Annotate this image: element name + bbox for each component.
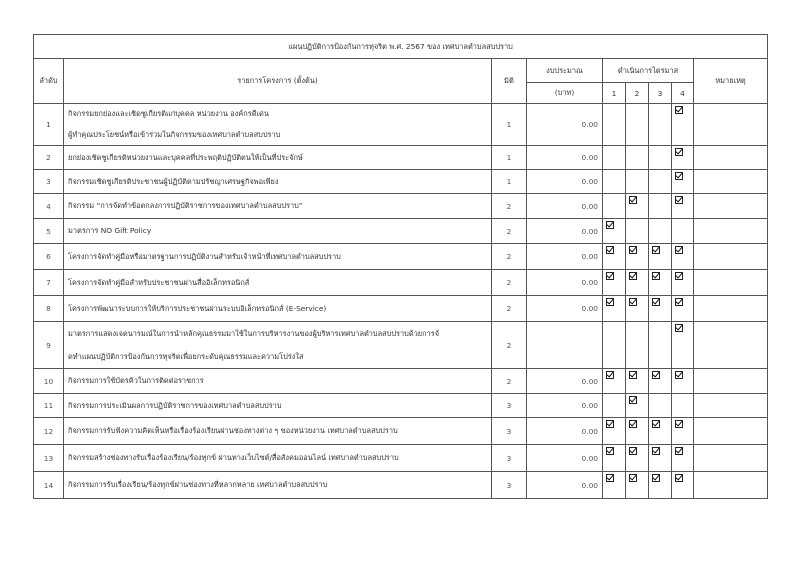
table-row — [34, 369, 768, 394]
remark-cell — [694, 270, 768, 296]
checkbox-checked-icon — [629, 474, 637, 482]
table-row — [34, 296, 768, 322]
checkbox-checked-icon — [652, 474, 660, 482]
budget-value: 0.00 — [527, 418, 603, 445]
header-q4: 4 — [672, 83, 694, 104]
checkbox-checked-icon — [675, 172, 683, 180]
header-remark: หมายเหตุ — [694, 59, 768, 104]
dimension-value: 2 — [492, 244, 527, 270]
project-name-line1: มาตรการ NO Gift Policy — [68, 226, 152, 235]
table-row — [34, 445, 768, 472]
row-number: 10 — [34, 369, 64, 394]
project-name — [64, 322, 492, 369]
quarter-2-cell — [626, 445, 649, 472]
project-name — [64, 445, 492, 472]
table-row — [34, 322, 768, 369]
remark-cell — [694, 194, 768, 219]
table-row — [34, 244, 768, 270]
project-name-line1: กิจกรรมยกย่องและเชิดชูเกียรติแก่บุคคล หน่วยงาน องค์กรดีเด่น — [68, 109, 269, 118]
quarter-4-cell — [672, 445, 694, 472]
quarter-2-cell — [626, 472, 649, 499]
budget-value: 0.00 — [527, 445, 603, 472]
project-name-line1: กิจกรรมการใช้บัตรคิวในการติดต่อราชการ — [68, 376, 204, 385]
budget-value: 0.00 — [527, 472, 603, 499]
project-name-line1: กิจกรรมการรับเรื่องเรียน/ร้องทุกข์ผ่านช่องทางที่หลากหลาย เทศบาลตำบลสบปราบ — [68, 480, 328, 489]
quarter-3-cell — [649, 296, 672, 322]
checkbox-checked-icon — [675, 246, 683, 254]
project-name — [64, 146, 492, 170]
header-dimension: มิติ — [492, 59, 527, 104]
budget-value — [527, 322, 603, 369]
header-budget: งบประมาณ — [527, 59, 603, 83]
remark-cell — [694, 322, 768, 369]
quarter-3-cell — [649, 170, 672, 194]
project-name — [64, 296, 492, 322]
project-name-line1: โครงการจัดทำคู่มือหรือมาตรฐานการปฏิบัติงานสำหรับเจ้าหน้าที่เทศบาลตำบลสบปราบ — [68, 252, 341, 261]
header-projects: รายการโครงการ (ตั้งต้น) — [64, 59, 492, 104]
checkbox-checked-icon — [675, 272, 683, 280]
project-name — [64, 170, 492, 194]
checkbox-checked-icon — [606, 298, 614, 306]
quarter-3-cell — [649, 322, 672, 369]
quarter-4-cell — [672, 394, 694, 418]
remark-cell — [694, 445, 768, 472]
table-row — [34, 418, 768, 445]
checkbox-checked-icon — [675, 447, 683, 455]
quarter-1-cell — [603, 170, 626, 194]
project-name-line1: กิจกรรมสร้างช่องทางรับเรื่องร้องเรียน/ร้องทุกข์ ผ่านทางเว็บไซต์/สื่อสังคมออนไลน์ เทศบาลตำบลสบปราบ — [68, 453, 399, 462]
table-row — [34, 219, 768, 244]
quarter-4-cell — [672, 369, 694, 394]
remark-cell — [694, 394, 768, 418]
checkbox-checked-icon — [606, 272, 614, 280]
quarter-3-cell — [649, 194, 672, 219]
remark-cell — [694, 244, 768, 270]
quarter-2-cell — [626, 194, 649, 219]
remark-cell — [694, 146, 768, 170]
checkbox-checked-icon — [629, 447, 637, 455]
project-name-line1: กิจกรรม “การจัดทำข้อตกลงการปฏิบัติราชการของเทศบาลตำบลสบปราบ” — [68, 201, 303, 210]
quarter-1-cell — [603, 244, 626, 270]
checkbox-checked-icon — [675, 324, 683, 332]
quarter-1-cell — [603, 472, 626, 499]
header-q2: 2 — [626, 83, 649, 104]
quarter-3-cell — [649, 270, 672, 296]
quarter-2-cell — [626, 369, 649, 394]
quarter-2-cell — [626, 418, 649, 445]
quarter-1-cell — [603, 104, 626, 146]
quarter-2-cell — [626, 394, 649, 418]
checkbox-checked-icon — [675, 106, 683, 114]
quarter-3-cell — [649, 146, 672, 170]
project-name — [64, 270, 492, 296]
remark-cell — [694, 104, 768, 146]
dimension-value: 3 — [492, 418, 527, 445]
checkbox-checked-icon — [675, 474, 683, 482]
checkbox-checked-icon — [629, 396, 637, 404]
quarter-4-cell — [672, 270, 694, 296]
dimension-value: 2 — [492, 270, 527, 296]
project-name — [64, 219, 492, 244]
dimension-value: 1 — [492, 104, 527, 146]
row-number: 2 — [34, 146, 64, 170]
quarter-4-cell — [672, 296, 694, 322]
row-number: 8 — [34, 296, 64, 322]
budget-value: 0.00 — [527, 194, 603, 219]
remark-cell — [694, 418, 768, 445]
quarter-1-cell — [603, 445, 626, 472]
checkbox-checked-icon — [606, 371, 614, 379]
quarter-2-cell — [626, 104, 649, 146]
quarter-1-cell — [603, 369, 626, 394]
checkbox-checked-icon — [652, 371, 660, 379]
table-title: แผนปฏิบัติการป้องกันการทุจริต พ.ศ. 2567 ของ เทศบาลตำบลสบปราบ — [34, 35, 768, 59]
budget-value: 0.00 — [527, 296, 603, 322]
quarter-1-cell — [603, 296, 626, 322]
budget-value: 0.00 — [527, 394, 603, 418]
remark-cell — [694, 472, 768, 499]
table-row — [34, 472, 768, 499]
quarter-1-cell — [603, 394, 626, 418]
checkbox-checked-icon — [629, 196, 637, 204]
quarter-2-cell — [626, 322, 649, 369]
quarter-2-cell — [626, 296, 649, 322]
quarter-3-cell — [649, 104, 672, 146]
dimension-value: 2 — [492, 369, 527, 394]
table-row — [34, 270, 768, 296]
quarter-1-cell — [603, 219, 626, 244]
quarter-2-cell — [626, 146, 649, 170]
project-name — [64, 418, 492, 445]
header-q3: 3 — [649, 83, 672, 104]
dimension-value: 3 — [492, 472, 527, 499]
checkbox-checked-icon — [652, 447, 660, 455]
dimension-value: 2 — [492, 296, 527, 322]
row-number: 6 — [34, 244, 64, 270]
project-name — [64, 472, 492, 499]
checkbox-checked-icon — [606, 474, 614, 482]
quarter-3-cell — [649, 394, 672, 418]
checkbox-checked-icon — [629, 246, 637, 254]
budget-value: 0.00 — [527, 146, 603, 170]
checkbox-checked-icon — [606, 447, 614, 455]
checkbox-checked-icon — [652, 420, 660, 428]
project-name-line1: กิจกรรมเชิดชูเกียรติประชาชนผู้ปฏิบัติตามปรัชญาเศรษฐกิจพอเพียง — [68, 177, 279, 186]
quarter-3-cell — [649, 418, 672, 445]
budget-value: 0.00 — [527, 270, 603, 296]
checkbox-checked-icon — [606, 221, 614, 229]
quarter-3-cell — [649, 219, 672, 244]
budget-value: 0.00 — [527, 219, 603, 244]
quarter-1-cell — [603, 322, 626, 369]
budget-value: 0.00 — [527, 244, 603, 270]
quarter-2-cell — [626, 270, 649, 296]
anti-corruption-plan-table — [33, 34, 768, 499]
checkbox-checked-icon — [675, 148, 683, 156]
project-name-line1: กิจกรรมการประเมินผลการปฏิบัติราชการของเทศบาลตำบลสบปราบ — [68, 401, 282, 410]
checkbox-checked-icon — [629, 420, 637, 428]
remark-cell — [694, 219, 768, 244]
quarter-4-cell — [672, 219, 694, 244]
checkbox-checked-icon — [606, 246, 614, 254]
dimension-value: 1 — [492, 170, 527, 194]
project-name-line1: โครงการจัดทำคู่มือสำหรับประชาชนผ่านสื่ออิเล็กทรอนิกส์ — [68, 278, 250, 287]
table-body — [34, 104, 768, 499]
checkbox-checked-icon — [652, 246, 660, 254]
quarter-2-cell — [626, 170, 649, 194]
dimension-value: 3 — [492, 445, 527, 472]
project-name-line1: โครงการพัฒนาระบบการให้บริการประชาชนผ่านระบบอิเล็กทรอนิกส์ (E-Service) — [68, 304, 327, 313]
project-name-line1: มาตรการแสดงเจตนารมณ์ในการนำหลักคุณธรรมมาใช้ในการบริหารงานของผู้บริหารเทศบาลตำบลสบปราบด้วยการจั — [68, 329, 440, 338]
dimension-value: 3 — [492, 394, 527, 418]
checkbox-checked-icon — [629, 371, 637, 379]
project-name-line1: ยกย่องเชิดชูเกียรติหน่วยงานและบุคคลที่ประพฤติปฏิบัติตนให้เป็นที่ประจักษ์ — [68, 153, 303, 162]
row-number: 3 — [34, 170, 64, 194]
quarter-1-cell — [603, 418, 626, 445]
remark-cell — [694, 296, 768, 322]
project-name-line2: ดทำแผนปฏิบัติการป้องกันการทุจริตเพื่อยกระดับคุณธรรมและความโปร่งใส — [68, 352, 304, 361]
project-name — [64, 194, 492, 219]
table-row — [34, 104, 768, 146]
table-row — [34, 194, 768, 219]
quarter-4-cell — [672, 244, 694, 270]
budget-value: 0.00 — [527, 104, 603, 146]
quarter-1-cell — [603, 146, 626, 170]
project-name — [64, 369, 492, 394]
row-number: 12 — [34, 418, 64, 445]
table-row — [34, 170, 768, 194]
dimension-value: 2 — [492, 322, 527, 369]
header-q1: 1 — [603, 83, 626, 104]
table-row — [34, 146, 768, 170]
checkbox-checked-icon — [629, 298, 637, 306]
row-number: 9 — [34, 322, 64, 369]
checkbox-checked-icon — [629, 272, 637, 280]
quarter-4-cell — [672, 146, 694, 170]
row-number: 5 — [34, 219, 64, 244]
quarter-1-cell — [603, 270, 626, 296]
project-name — [64, 394, 492, 418]
quarter-4-cell — [672, 170, 694, 194]
budget-value: 0.00 — [527, 369, 603, 394]
project-name-line1: กิจกรรมการรับฟังความคิดเห็นหรือเรื่องร้องเรียนผ่านช่องทางต่าง ๆ ของหน่วยงาน เทศบาลตำบลสบปราบ — [68, 426, 398, 435]
project-name — [64, 244, 492, 270]
quarter-3-cell — [649, 369, 672, 394]
checkbox-checked-icon — [675, 298, 683, 306]
remark-cell — [694, 170, 768, 194]
quarter-4-cell — [672, 104, 694, 146]
quarter-1-cell — [603, 194, 626, 219]
quarter-4-cell — [672, 194, 694, 219]
quarter-3-cell — [649, 445, 672, 472]
dimension-value: 1 — [492, 146, 527, 170]
remark-cell — [694, 369, 768, 394]
dimension-value: 2 — [492, 194, 527, 219]
row-number: 1 — [34, 104, 64, 146]
row-number: 11 — [34, 394, 64, 418]
quarter-2-cell — [626, 244, 649, 270]
quarter-4-cell — [672, 418, 694, 445]
row-number: 13 — [34, 445, 64, 472]
project-name — [64, 104, 492, 146]
checkbox-checked-icon — [675, 196, 683, 204]
quarter-4-cell — [672, 472, 694, 499]
quarter-3-cell — [649, 244, 672, 270]
row-number: 14 — [34, 472, 64, 499]
header-no: ลำดับ — [34, 59, 64, 104]
project-name-line2: ผู้ทำคุณประโยชน์หรือเข้าร่วมในกิจกรรมของเทศบาลตำบลสบปราบ — [68, 129, 281, 139]
checkbox-checked-icon — [652, 298, 660, 306]
checkbox-checked-icon — [675, 371, 683, 379]
checkbox-checked-icon — [652, 272, 660, 280]
table-row — [34, 394, 768, 418]
quarter-2-cell — [626, 219, 649, 244]
header-budget-unit: (บาท) — [527, 83, 603, 104]
checkbox-checked-icon — [675, 420, 683, 428]
row-number: 7 — [34, 270, 64, 296]
dimension-value: 2 — [492, 219, 527, 244]
quarter-3-cell — [649, 472, 672, 499]
row-number: 4 — [34, 194, 64, 219]
quarter-4-cell — [672, 322, 694, 369]
checkbox-checked-icon — [606, 420, 614, 428]
budget-value: 0.00 — [527, 170, 603, 194]
header-quarters: ดำเนินการไตรมาส — [603, 59, 694, 83]
